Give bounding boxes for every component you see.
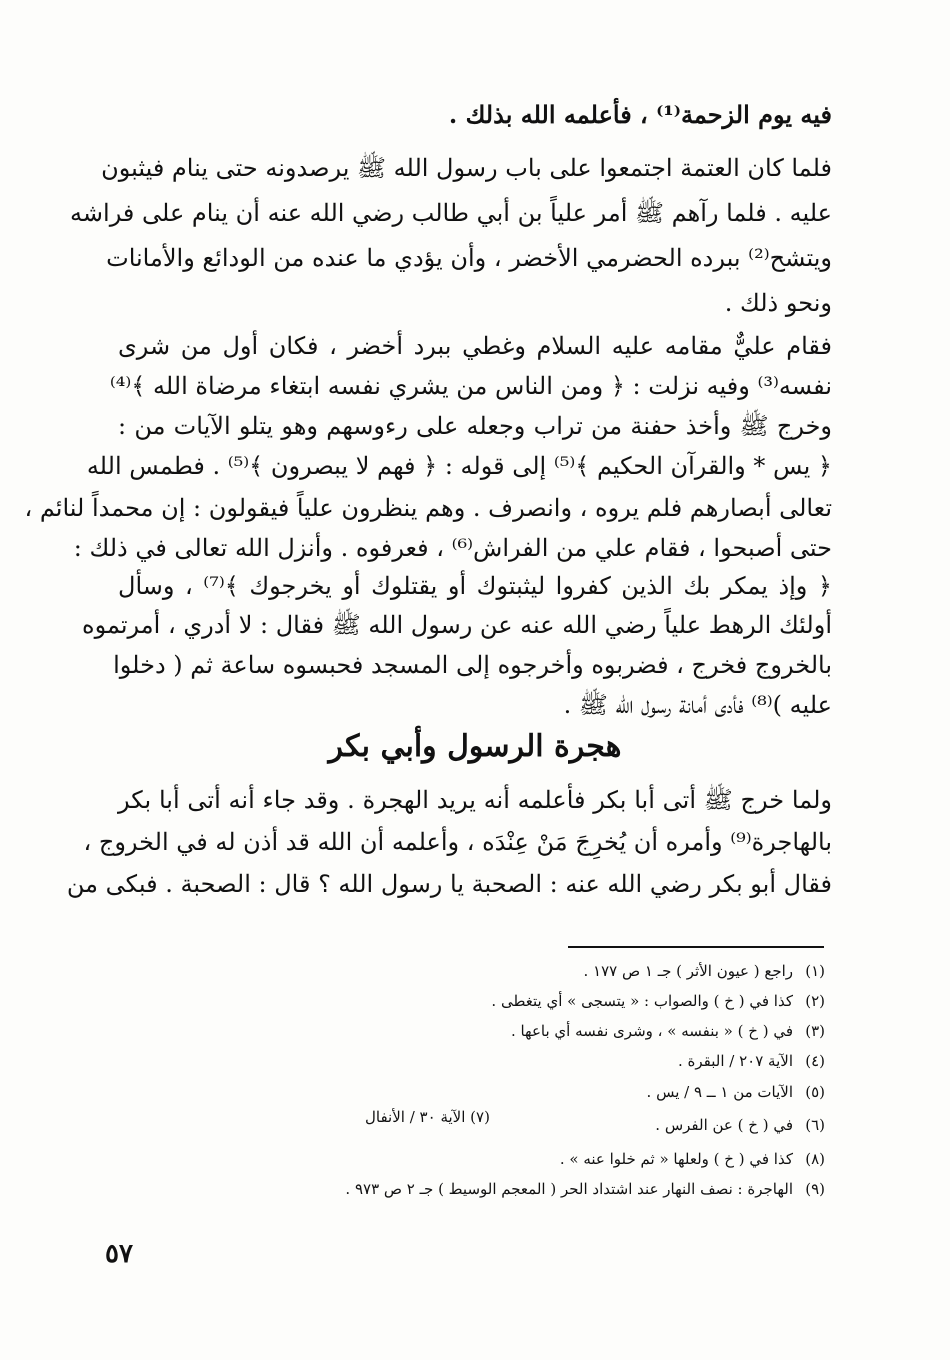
text-line: عليه . فلما رآهم ﷺ أمر علياً بن أبي طالب رضي الله عنه أن ينام على فراشه bbox=[70, 199, 832, 227]
footnote-text: الهاجرة : نصف النهار عند اشتداد الحر ( المعجم الوسيط ) جـ ٢ ص ٩٧٣ . bbox=[345, 1180, 793, 1198]
text-line: فقام عليٌّ مقامه عليه السلام وغطي ببرد أخضر ، فكان أول من شرى bbox=[118, 332, 832, 360]
footnote: (٧) الآية ٣٠ / الأنفال bbox=[365, 1108, 490, 1126]
footnote-text: في ( خ ) « بنفسه » ، وشرى نفسه أي باعها . bbox=[510, 1022, 793, 1040]
text-line: ويتشح⁽²⁾ ببرده الحضرمي الأخضر ، وأن يؤدي ما عنده من الودائع والأمانات bbox=[106, 244, 832, 272]
text-line: بالهاجرة⁽⁹⁾ وأمره أن يُخرِجَ مَنْ عِنْدَه ، وأعلمه أن الله قد أذن له في الخروج ، bbox=[83, 828, 832, 856]
footnote bbox=[647, 1081, 825, 1103]
text-line: وخرج ﷺ وأخذ حفنة من تراب وجعله على رءوسهم وهو يتلو الآيات من : bbox=[118, 412, 833, 440]
text-line: فلما كان العتمة اجتمعوا على باب رسول الله ﷺ يرصدونه حتى ينام فيثبون bbox=[101, 154, 832, 182]
footnote-text: كذا في ( خ ) ولعلها « ثم خلوا عنه » . bbox=[559, 1150, 793, 1168]
footnote-text: راجع ( عيون الأثر ) جـ ١ ص ١٧٧ . bbox=[583, 962, 793, 980]
footnote-number: (٢) bbox=[805, 992, 825, 1010]
footnote-divider bbox=[568, 946, 824, 948]
text-line: نفسه⁽³⁾ وفيه نزلت : ﴿ ومن الناس من يشري نفسه ابتغاء مرضاة الله ﴾⁽⁴⁾ bbox=[109, 372, 832, 400]
text-line: ونحو ذلك . bbox=[724, 289, 832, 317]
text-line: فيه يوم الزحمة⁽¹⁾ ، فأعلمه الله بذلك . bbox=[448, 100, 832, 129]
footnote bbox=[491, 990, 825, 1012]
footnote-text: الآية ٢٠٧ / البقرة . bbox=[677, 1052, 793, 1070]
text-line: بالخروج فخرج ، فضربوه وأخرجوه إلى المسجد فحبسوه ساعة ثم ( دخلوا bbox=[113, 651, 832, 679]
footnote-number: (١) bbox=[805, 962, 825, 980]
footnote-number: (٦) bbox=[805, 1116, 825, 1134]
footnote-number: (٩) bbox=[805, 1180, 825, 1198]
footnote bbox=[345, 1178, 825, 1200]
footnote-number: (٣) bbox=[805, 1022, 825, 1040]
footnote-number: (٤) bbox=[805, 1052, 825, 1070]
footnote-text: في ( خ ) عن الفرس . bbox=[655, 1116, 793, 1134]
text-line: أولئك الرهط علياً رضي الله عنه عن رسول الله ﷺ فقال : لا أدري ، أمرتموه bbox=[82, 611, 832, 639]
text-line: فقال أبو بكر رضي الله عنه : الصحبة يا رسول الله ؟ قال : الصحبة . فبكى من bbox=[66, 870, 832, 898]
text-line: عليه )⁽⁸⁾ فأدى أمانة رسول الله ﷺ . bbox=[563, 691, 832, 719]
page-number: ٥٧ bbox=[105, 1239, 133, 1269]
footnote bbox=[655, 1114, 825, 1136]
text-line: ولما خرج ﷺ أتى أبا بكر فأعلمه أنه يريد الهجرة . وقد جاء أنه أتى أبا بكر bbox=[118, 786, 832, 814]
footnote-text: الآيات من ١ ــ ٩ / يس . bbox=[646, 1083, 793, 1101]
footnote-number: (٨) bbox=[805, 1150, 825, 1168]
footnote bbox=[583, 960, 825, 982]
text-line: تعالى أبصارهم فلم يروه ، وانصرف . وهم ينظرون علياً فيقولون : إن محمداً لنائم ، bbox=[24, 494, 832, 522]
footnote-text: كذا في ( خ ) والصواب : « يتسجى » أي يتغطى . bbox=[491, 992, 793, 1010]
text-line: ﴿ يس * والقرآن الحكيم ﴾⁽⁵⁾ إلى قوله : ﴿ فهم لا يبصرون ﴾⁽⁵⁾ . فطمس الله bbox=[86, 452, 832, 480]
text-line: ﴿ وإذ يمكر بك الذين كفروا ليثبتوك أو يقتلوك أو يخرجوك ﴾⁽⁷⁾ ، وسأل bbox=[118, 572, 832, 600]
footnote bbox=[678, 1050, 825, 1072]
footnote-number: (٥) bbox=[805, 1083, 825, 1101]
text-line: حتى أصبحوا ، فقام علي من الفراش⁽⁶⁾ ، فعرفوه . وأنزل الله تعالى في ذلك : bbox=[73, 534, 832, 562]
section-heading: هجرة الرسول وأبي بكر bbox=[328, 729, 622, 764]
footnote bbox=[511, 1020, 825, 1042]
footnote bbox=[560, 1148, 825, 1170]
